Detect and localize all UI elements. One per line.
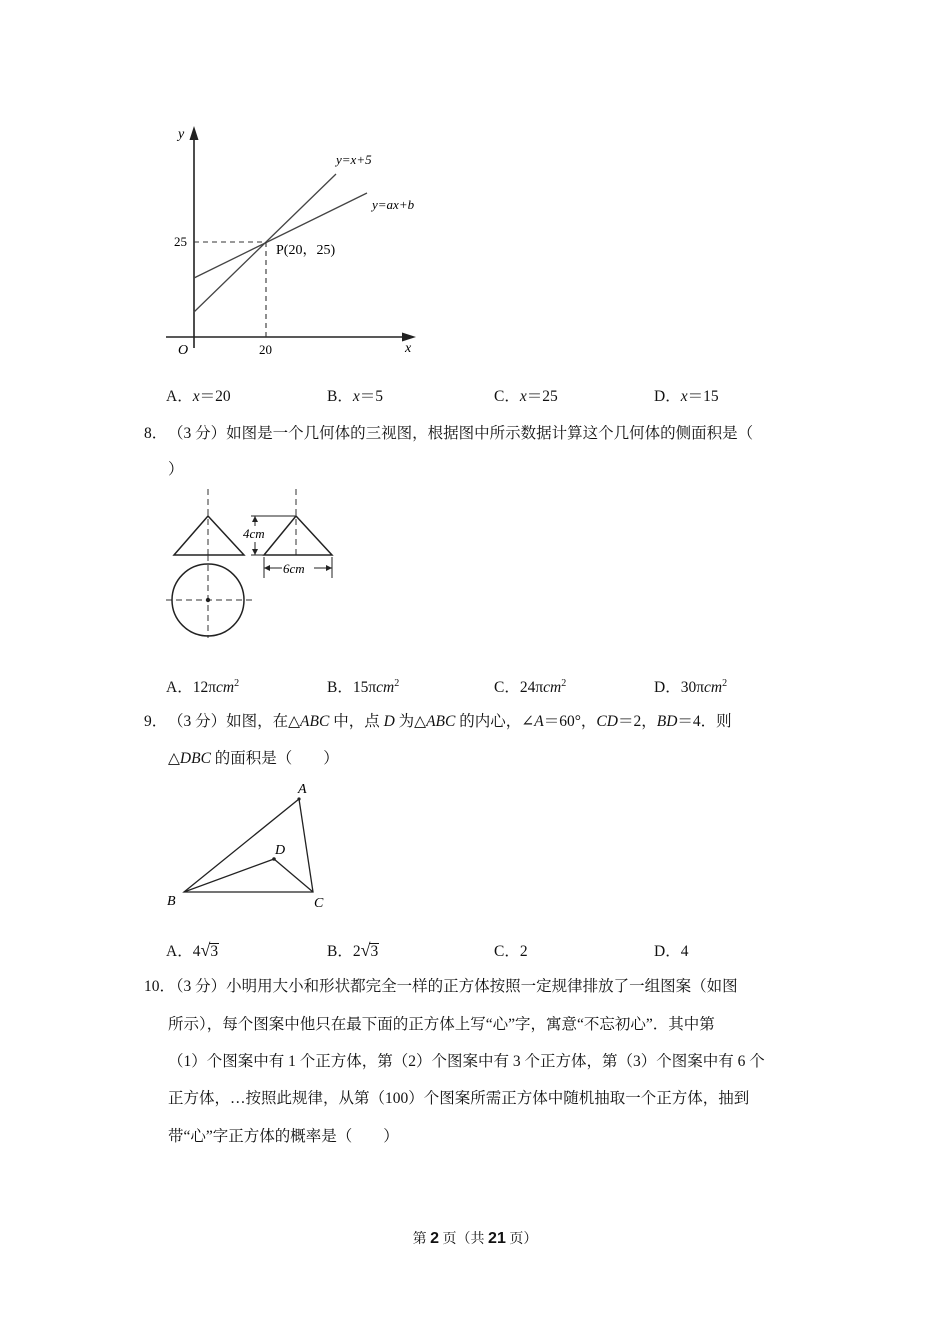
line2-label: y=ax+b [372,197,415,212]
q9-text-line2: △DBC 的面积是（ ） [168,750,339,767]
y-axis-label: y [178,127,185,142]
q9-number: 9． [144,713,168,730]
segment-cd [274,859,313,892]
q10-text-line4: 正方体，…按照此规律，从第（100）个图案所需正方体中随机抽取一个正方体，抽到 [168,1090,750,1107]
segment-bd [184,859,274,892]
q8-text-line1: （3 分）如图是一个几何体的三视图，根据图中所示数据计算这个几何体的侧面积是（ [168,425,754,442]
top-view-center-dot [206,598,210,602]
q7-option-a[interactable]: A．x＝20 [166,388,231,405]
x-axis-label: x [405,341,412,356]
point-p-label: P(20，25) [276,243,336,258]
side-view-triangle [264,516,332,555]
y-tick-label: 25 [174,234,187,249]
q8-option-a[interactable]: A．12πcm$^2$ [166,677,240,696]
q9-triangle-figure [160,775,335,915]
q7-option-d[interactable]: D．x＝15 [654,388,719,405]
q8-text-line2: ） [168,461,184,478]
q9-option-a[interactable]: A．4√3 [166,940,219,960]
vertex-c-label: C [314,896,324,911]
q10-text-line3: （1）个图案中有 1 个正方体，第（2）个图案中有 3 个正方体，第（3）个图案中有 6 个 [168,1053,765,1070]
origin-label: O [178,343,189,358]
point-a-dot [297,797,300,800]
point-d-label: D [275,843,286,858]
q7-option-c[interactable]: C．x＝25 [494,388,558,405]
q10-text-line5: 带“心”字正方体的概率是（ ） [168,1128,399,1145]
q10-number: 10． [144,978,176,995]
front-view-triangle [174,516,244,555]
q7-line-graph [160,120,430,365]
q8-option-d[interactable]: D．30πcm$^2$ [654,677,728,696]
line-y-eq-ax-plus-b [194,193,367,278]
y-axis-arrow [190,126,199,140]
q9-option-d[interactable]: D．4 [654,943,689,960]
q9-option-b[interactable]: B．2√3 [327,940,379,960]
q10-text-line2: 所示），每个图案中他只在最下面的正方体上写“心”字，寓意“不忘初心”．其中第 [168,1016,715,1033]
page-footer: 第 2 页（共 21 页） [412,1230,538,1247]
x-tick-label: 20 [259,342,272,357]
q8-three-views-figure [160,485,340,640]
total-page-count: 21 [488,1230,506,1247]
q9-option-c[interactable]: C．2 [494,943,528,960]
q8-option-c[interactable]: C．24πcm$^2$ [494,677,567,696]
q7-option-b[interactable]: B．x＝5 [327,388,383,405]
q10-text-line1: （3 分）小明用大小和形状都完全一样的正方体按照一定规律排放了一组图案（如图 [168,978,738,995]
height-dimension-label: 4cm [243,526,265,541]
current-page-number: 2 [430,1230,440,1247]
line1-label: y=x+5 [336,152,372,167]
triangle-abc [184,799,313,892]
vertex-a-label: A [298,782,307,797]
width-dimension-label: 6cm [283,561,305,576]
q9-text-line1: （3 分）如图，在△ABC 中，点 D 为△ABC 的内心，∠A＝60°，CD＝2，BD＝4．则 [168,713,732,730]
vertex-b-label: B [167,894,176,909]
q8-option-b[interactable]: B．15πcm$^2$ [327,677,400,696]
q8-number: 8． [144,425,168,442]
